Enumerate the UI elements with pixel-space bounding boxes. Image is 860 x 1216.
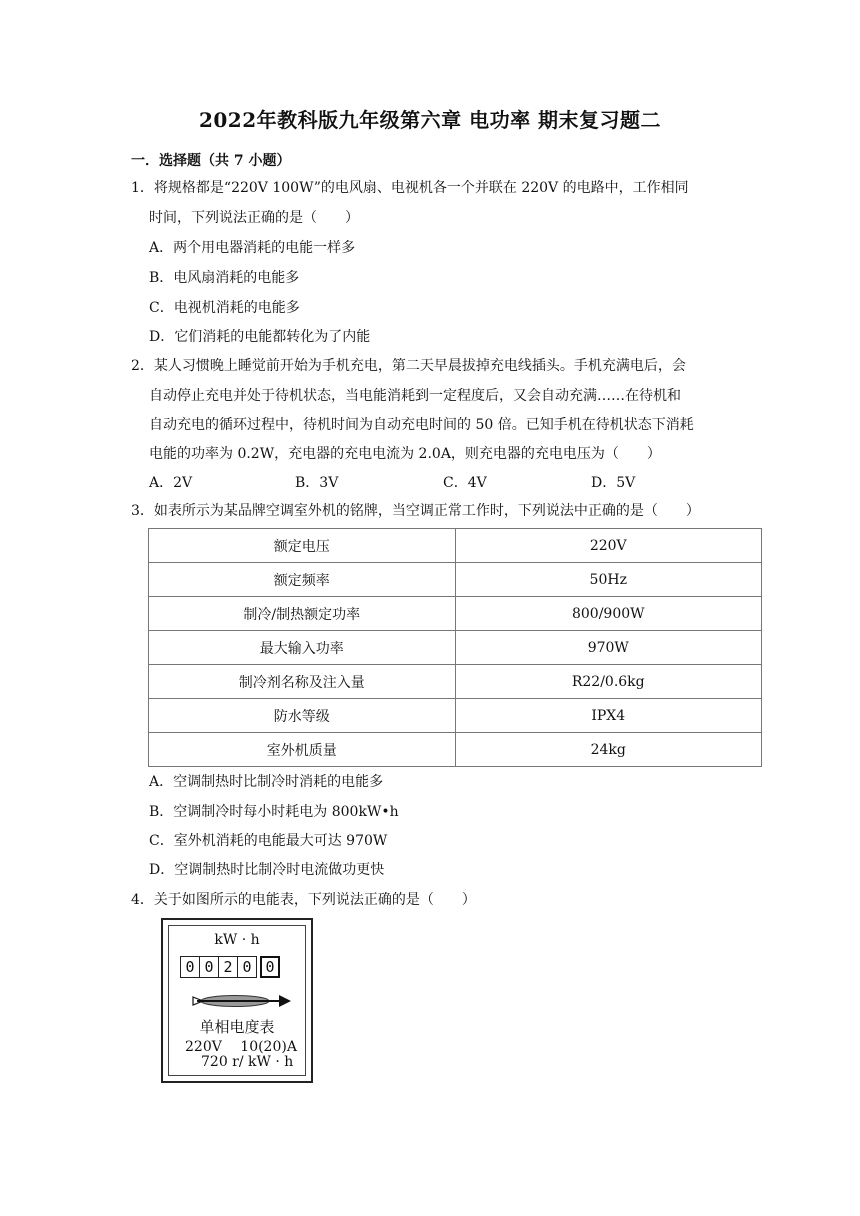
table-row <box>149 597 762 631</box>
meter-decimal-digit: 0 <box>260 956 280 978</box>
table-cell-label: 额定电压 <box>149 529 456 563</box>
table-row <box>149 733 762 767</box>
table-row <box>149 631 762 665</box>
question-2-stem-cont-1: 自动停止充电并处于待机状态，当电能消耗到一定程度后，又会自动充满……在待机和 <box>149 388 681 404</box>
table-row <box>149 665 762 699</box>
section-heading: 一．选择题（共 7 小题） <box>131 153 291 169</box>
meter-rotating-disc-arrow-icon <box>191 992 291 1010</box>
meter-unit-label: kW · h <box>214 932 260 948</box>
meter-digit: 0 <box>237 956 257 978</box>
table-cell-value: 970W <box>455 631 762 665</box>
table-cell-value: 50Hz <box>455 563 762 597</box>
question-1-option-c: C．电视机消耗的电能多 <box>149 300 300 316</box>
electric-meter-figure <box>161 918 313 1083</box>
question-2-option-b: B．3V <box>295 475 339 491</box>
table-row <box>149 563 762 597</box>
table-cell-label: 最大输入功率 <box>149 631 456 665</box>
document-title: 2022年教科版九年级第六章 电功率 期末复习题二 <box>198 108 662 132</box>
meter-name: 单相电度表 <box>199 1018 275 1036</box>
question-1-option-d: D．它们消耗的电能都转化为了内能 <box>149 329 371 345</box>
meter-constant: 720 r/ kW · h <box>201 1054 294 1070</box>
question-3-option-a: A．空调制热时比制冷时消耗的电能多 <box>149 774 384 790</box>
question-4-stem: 4．关于如图所示的电能表，下列说法正确的是（ ） <box>131 892 476 908</box>
table-row <box>149 699 762 733</box>
table-row <box>149 529 762 563</box>
question-2-stem: 2．某人习惯晚上睡觉前开始为手机充电，第二天早晨拔掉充电线插头。手机充满电后，会 <box>131 358 686 374</box>
meter-digit: 0 <box>199 956 219 978</box>
meter-digit: 2 <box>218 956 238 978</box>
question-3-option-c: C．室外机消耗的电能最大可达 970W <box>149 833 388 849</box>
question-2-stem-cont-2: 自动充电的循环过程中，待机时间为自动充电时间的 50 倍。已知手机在待机状态下消耗 <box>149 417 694 433</box>
question-3-option-b: B．空调制冷时每小时耗电为 800kW•h <box>149 804 399 820</box>
question-2-stem-cont-3: 电能的功率为 0.2W，充电器的充电电流为 2.0A，则充电器的充电电压为（ ） <box>149 446 661 462</box>
table-cell-label: 防水等级 <box>149 699 456 733</box>
table-cell-value: 800/900W <box>455 597 762 631</box>
table-cell-value: 220V <box>455 529 762 563</box>
question-2-option-a: A．2V <box>149 475 193 491</box>
question-3-stem: 3．如表所示为某品牌空调室外机的铭牌，当空调正常工作时，下列说法中正确的是（ ） <box>131 503 700 519</box>
meter-digit-display <box>180 956 279 978</box>
table-cell-value: 24kg <box>455 733 762 767</box>
meter-digit: 0 <box>180 956 200 978</box>
question-1-stem-cont: 时间，下列说法正确的是（ ） <box>149 210 359 226</box>
table-cell-value: R22/0.6kg <box>455 665 762 699</box>
table-cell-label: 额定频率 <box>149 563 456 597</box>
question-1-stem: 1．将规格都是“220V 100W”的电风扇、电视机各一个并联在 220V 的电路中，工作相同 <box>131 180 689 196</box>
nameplate-table <box>148 528 762 767</box>
table-cell-label: 制冷/制热额定功率 <box>149 597 456 631</box>
table-cell-value: IPX4 <box>455 699 762 733</box>
table-cell-label: 室外机质量 <box>149 733 456 767</box>
question-1-option-b: B．电风扇消耗的电能多 <box>149 270 300 286</box>
question-2-option-d: D．5V <box>591 475 636 491</box>
table-cell-label: 制冷剂名称及注入量 <box>149 665 456 699</box>
question-1-option-a: A．两个用电器消耗的电能一样多 <box>149 240 356 256</box>
question-3-option-d: D．空调制热时比制冷时电流做功更快 <box>149 862 385 878</box>
meter-rating: 220V 10(20)A <box>185 1039 297 1055</box>
question-2-option-c: C．4V <box>443 475 487 491</box>
